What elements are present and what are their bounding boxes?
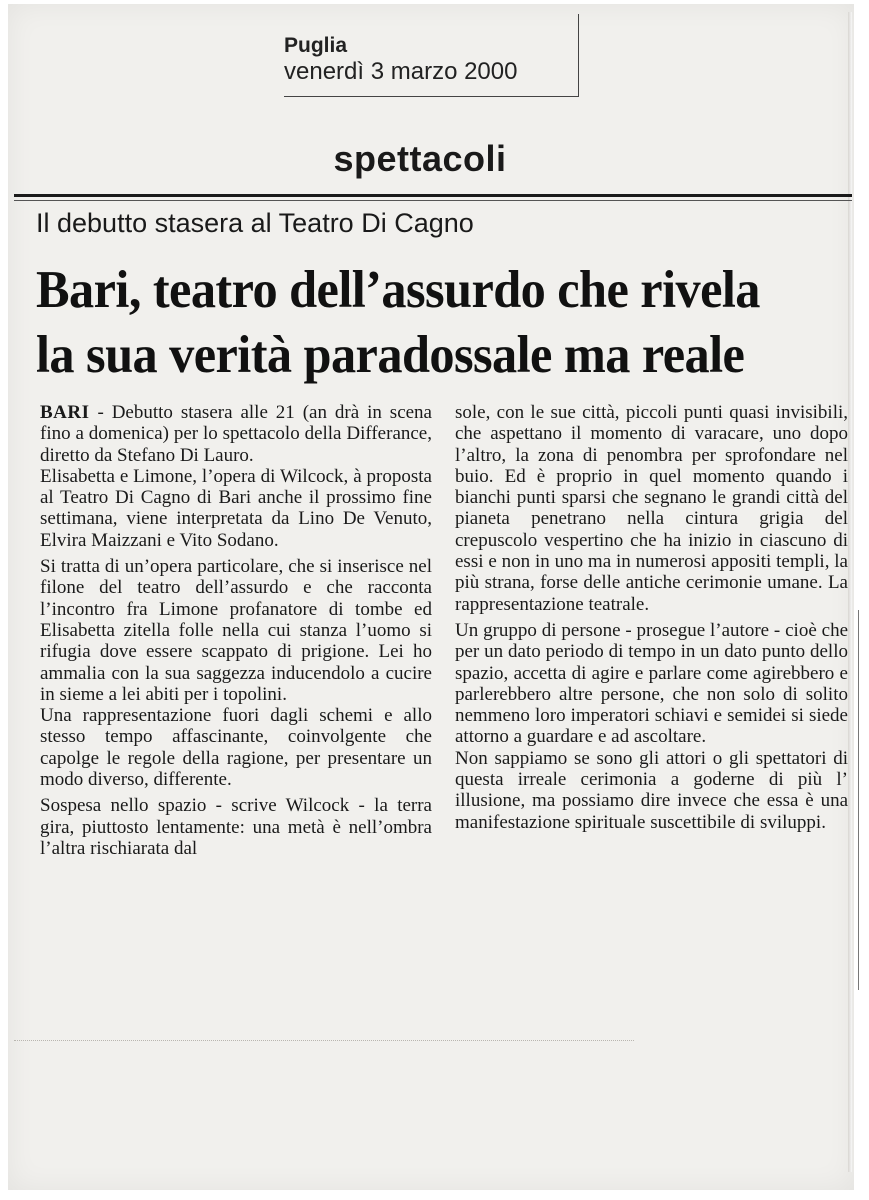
article-paragraph: Elisabetta e Limone, l’opera di Wilcock, à proposta al Teatro Di Cagno di Bari anche il prossimo fine settimana, viene interpretata da Lino De Venuto, Elvira Maizzani e Vito Sodano. (40, 465, 432, 551)
section-rule-thin (14, 200, 852, 201)
article-paragraph: Un gruppo di persone - prosegue l’autore - cioè che per un dato periodo di tempo in un dato punto dello spazio, accetta di agire e parlare come agirebbero e parlerebbero altre persone, che non solo di solito nemmeno loro imperatori schiavi e semidei si siede attorno a guardare e ad ascoltare. (455, 619, 848, 748)
paragraph-text: - Debutto stasera alle 21 (an drà in scena fino a domenica) per lo spettacolo della Differance, diretto da Stefano Di Lauro. (40, 402, 432, 466)
header-date: venerdì 3 marzo 2000 (284, 58, 518, 85)
section-title: spettacoli (333, 138, 507, 179)
header-region: Puglia (284, 34, 348, 57)
article-paragraph: Una rappresentazione fuori dagli schemi e allo stesso tempo affascinante, coinvolgente che capolge le regole della ragione, per presentare un modo diverso, differente. (40, 705, 432, 791)
paper-edge (848, 12, 852, 1172)
kicker: Il debutto stasera al Teatro Di Cagno (36, 208, 474, 238)
article-column-right (455, 402, 848, 833)
article-paragraph (40, 402, 432, 466)
headline-line-1: Bari, teatro dell’assurdo che rivela (36, 261, 760, 319)
article-paragraph: Non sappiamo se sono gli attori o gli spettatori di questa irreale cerimonia a goderne di più l’ illusione, ma possiamo dire invece che essa è una manifestazione spirituale suscettibile di sviluppi. (455, 747, 848, 833)
section-rule (14, 194, 852, 197)
headline (36, 258, 796, 388)
article-paragraph: Sospesa nello spazio - scrive Wilcock - la terra gira, piuttosto lentamente: una metà è nell’ombra l’altra rischiarata dal (40, 795, 432, 859)
cut-line (14, 1040, 634, 1042)
article-paragraph: sole, con le sue città, piccoli punti quasi invisibili, che aspettano il momento di varacare, uno dopo l’altro, la zona di penombra per sprofondare nel buio. Ed è proprio in quel momento quando i bianchi punti sparsi che segnano le grandi città del pianeta penetrano nella cintura grigia del crepuscolo vespertino che ha inizio in ciascuno di essi e non in uno ma in numerosi appositi templi, la più strana, forse delle antiche cerimonie umane. La rappresentazione teatrale. (455, 402, 848, 615)
headline-line-2: la sua verità paradossale ma reale (36, 326, 745, 384)
column-rule (858, 610, 859, 990)
article-column-left (40, 402, 432, 859)
article-paragraph: Si tratta di un’opera particolare, che si inserisce nel filone del teatro dell’assurdo e che racconta l’incontro fra Limone profanatore di tombe ed Elisabetta zitella folle nella cui stanza l’uomo si rifugia dove essere scappato di prigione. Lei ho ammalia con la sua saggezza inducendolo a cucire in sieme a lei abiti per i topolini. (40, 556, 432, 705)
dateline: BARI (40, 402, 90, 423)
